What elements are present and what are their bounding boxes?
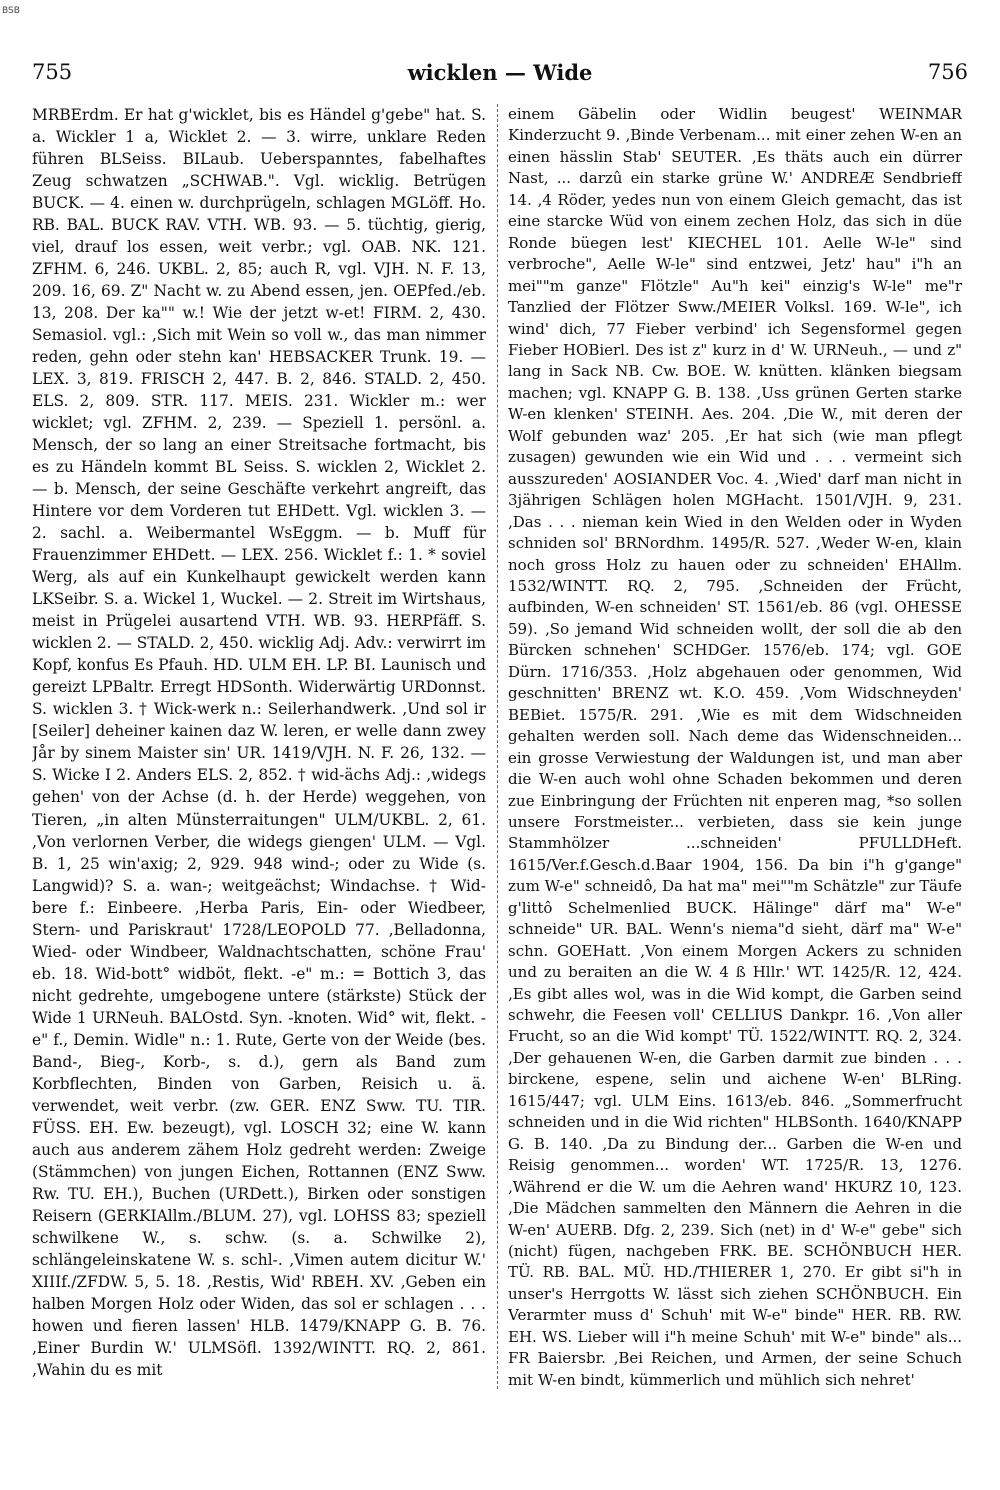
page-header [32, 60, 968, 90]
right-column [508, 104, 962, 1404]
left-column-text: MRBErdm. Er hat g'wicklet, bis es Händel g'gebe" hat. S. a. Wickler 1 a, Wicklet 2. — 3. wirre, unklare Reden führen BLSeiss. BILaub. Ueberspanntes, fabelhaftes Zeug schwatzen „SCHWAB.". Vgl. wicklig. Betrügen BUCK. — 4. einen w. durchprügeln, schlagen MGLöff. Ho. RB. BAL. BUCK RAV. VTH. WB. 93. — 5. tüchtig, gierig, viel, drauf los essen, weit verbr.; vgl. OAB. NK. 121. ZFHM. 6, 246. UKBL. 2, 85; auch R, vgl. VJH. N. F. 13, 209. 16, 69. Z" Nacht w. zu Abend essen, jen. OEPfed./eb. 13, 208. Der ka"" w.! Wie der jetzt w-et! FIRM. 2, 430. Semasiol. vgl.: ‚Sich mit Wein so voll w., das man nimmer reden, gehn oder stehn kan' HEBSACKER Trunk. 19. — LEX. 3, 819. FRISCH 2, 447. B. 2, 846. STALD. 2, 450. ELS. 2, 809. STR. 117. MEIS. 231. Wickler m.: wer wicklet; vgl. ZFHM. 2, 239. — Speziell 1. persönl. a. Mensch, der so lang an einer Streitsache fortmacht, bis es zu Händeln kommt BL Seiss. S. wicklen 2, Wicklet 2. — b. Mensch, der seine Geschäfte verkehrt angreift, das Hintere vor dem Vorderen tut EHDett. Vgl. wicklen 3. — 2. sachl. a. Weibermantel WsEggm. — b. Muff für Frauenzimmer EHDett. — LEX. 256. Wicklet f.: 1. * soviel Werg, als auf ein Kunkelhaupt gewickelt werden kann LKSeibr. S. a. Wickel 1, Wuckel. — 2. Streit im Wirtshaus, meist in Prügelei ausartend VTH. WB. 93. HERPfäff. S. wicklen 2. — STALD. 2, 450. wicklig Adj. Adv.: verwirrt im Kopf, konfus Es Pfauh. HD. ULM EH. LP. BI. Launisch und gereizt LPBaltr. Erregt HDSonth. Widerwärtig URDonnst. S. wicklen 3. † Wick-werk n.: Seilerhandwerk. ‚Und sol ir [Seiler] deheiner kainen daz W. leren, er welle dann zwey Jår by sinem Maister sin' UR. 1419/VJH. N. F. 26, 132. — S. Wicke I 2. Anders ELS. 2, 852. † wid-ächs Adj.: ‚widegs gehen' von der Achse (d. h. der Herde) weggehen, von Tieren, „in alten Münsterraitungen" ULM/UKBL. 2, 61. ‚Von verlornen Verber, die widegs giengen' ULM. — Vgl. B. 1, 25 win'axig; 2, 929. 948 wind-; oder zu Wide (s. Langwid)? S. a. wan-; weitgeächst; Windachse. † Wid-bere f.: Einbeere. ‚Herba Paris, Ein- oder Wiedbeer, Stern- und Pariskraut' 1728/LEOPOLD 77. ‚Belladonna, Wied- oder Windbeer, Waldnachtschatten, schöne Frau' eb. 18. Wid-bott° widböt, flekt. -e" m.: = Bottich 3, das nicht gedrehte, umgebogene untere (stärkste) Stück der Wide 1 URNeuh. BALOstd. Syn. -knoten. Wid° wit, flekt. -e" f., Demin. Widle" n.: 1. Rute, Gerte von der Weide (bes. Band-, Bieg-, Korb-, s. d.), gern als Band zum Korbflechten, Binden von Garben, Reisich u. ä. verwendet, weit verbr. (zw. GER. ENZ Sww. TU. TIR. FÜSS. EH. Ew. bezeugt), vgl. LOSCH 32; eine W. kann auch aus anderem zähem Holz gedreht werden: Zweige (Stämmchen) von jungen Eichen, Rottannen (ENZ Sww. Rw. TU. EH.), Buchen (URDett.), Birken oder sonstigen Reisern (GERKIAllm./BLUM. 27), vgl. LOHSS 83; speziell schwilkene W., s. schw. (s. a. Schwilke 2), schlängeleinskatene W. s. schl-. ‚Vimen autem dicitur W.' XIIIf./ZFDW. 5, 5. 18. ‚Restis, Wid' RBEH. XV. ‚Geben ein halben Morgen Holz oder Widen, das sol er schlagen . . . howen und fieren lassen' HLB. 1479/KNAPP G. B. 76. ‚Einer Burdin W.' ULMSöfl. 1392/WINTT. RQ. 2, 861. ‚Wahin du es mit [32, 106, 486, 1379]
page-number-left: 755 [32, 60, 73, 84]
right-column-text: einem Gäbelin oder Widlin beugest' WEINMAR Kinderzucht 9. ‚Binde Verbenam... mit einer zehen W-en an einen hässlin Stab' SEUTER. ‚Es thäts auch ein dürrer Nast, ... darzû ein starke grüne W.' ANDREÆ Sendbrieff 14. ‚4 Röder, yedes nun von einem Gleich gemacht, das ist eine starcke Wüd von einem zechen Holz, das sich in düe Ronde büegen lest' KIECHEL 101. Aelle W-le" sind verbroche", Aelle W-le" sind entzwei, Jetz' hau" i"h an mei""m ganze" Flötzle" Au"h kei" einzig's W-le" me"r Tanzlied der Flötzer Sww./MEIER Volksl. 169. W-le", ich wind' dich, 77 Fieber verbind' ich Segensformel gegen Fieber HOBierl. Des ist z" kurz in d' W. URNeuh., — und z" lang in Sack NB. Cw. BOE. W. knütten. klänken biegsam machen; vgl. KNAPP G. B. 138. ‚Uss grünen Gerten starke W-en klenken' STEINH. Aes. 204. ‚Die W., mit deren der Wolf gebunden waz' 205. ‚Er hat sich (wie man pflegt zusagen) gewunden wie ein Wid und . . . vermeint sich ausszureden' AOSIANDER Voc. 4. ‚Wied' darf man nicht in 3jährigen Schlägen holen MGHacht. 1501/VJH. 9, 231. ‚Das . . . nieman kein Wied in den Welden oder in Wyden schniden sol' BRNordhm. 1495/R. 527. ‚Weder W-en, klain noch gross Holz zu hauen oder zu schneiden' EHAllm. 1532/WINTT. RQ. 2, 795. ‚Schneiden der Frücht, aufbinden, W-en schneiden' ST. 1561/eb. 86 (vgl. OHESSE 59). ‚So jemand Wid schneiden wollt, der soll die ab den Bürcken schnehen' SCHDGer. 1576/eb. 174; vgl. GOE Dürn. 1716/353. ‚Holz abgehauen oder genommen, Wid geschnitten' BRENZ wt. K.O. 459. ‚Vom Widschneyden' BEBiet. 1575/R. 291. ‚Wie es mit dem Widschneiden gehalten werden soll. Nach deme das Widenschneiden... ein grosse Verwiestung der Waldungen ist, und man aber die W-en auch wohl ohne Schaden bekommen und deren zue Einbringung der Früchten nit enperen mag, *so sollen unsere Forstmeister... verbieten, dass sie kein junge Stammhölzer ...schneiden' PFULLDHeft. 1615/Ver.f.Gesch.d.Baar 1904, 156. Da bin i"h g'gange" zum W-e" schneidô, Da hat ma" mei""m Schätzle" zur Täufe g'littô Schelmenlied BUCK. Hälinge" därf ma" W-e" schneide" UR. BAL. Wenn's niema"d sieht, därf ma" W-e" schn. GOEHatt. ‚Von einem Morgen Ackers zu schniden und zu beraiten an die W. 4 ß Hllr.' WT. 1425/R. 12, 424. ‚Es gibt alles wol, was in die Wid kompt, die Garben seind schwehr, die Feesen voll' CELLIUS Dankpr. 16. ‚Von aller Frucht, so an die Wid kompt' TÜ. 1522/WINTT. RQ. 2, 324. ‚Der gehauenen W-en, die Garben darmit zue binden . . . birckene, espene, selin und aichene W-en' BLRing. 1615/447; vgl. ULM Eins. 1613/eb. 846. „Sommerfrucht schneiden und in die Wid richten" HLBSonth. 1640/KNAPP G. B. 140. ‚Da zu Bindung der... Garben die W-en und Reisig genommen... worden' WT. 1725/R. 13, 1276. ‚Während er die W. um die Aehren wand' HKURZ 10, 123. ‚Die Mädchen sammelten den Männern die Aehren in die W-en' AUERB. Dfg. 2, 239. Sich (net) in d' W-e" gebe" sich (nicht) fügen, nachgeben FRK. BE. SCHÖNBUCH HER. TÜ. RB. BAL. MÜ. HD./THIERER 1, 270. Er gibt si"h in unser's Herrgotts W. lässt sich ziehen SCHÖNBUCH. Ein Verarmter muss d' Schuh' mit W-e" binde" HER. RB. RW. EH. WS. Lieber will i"h meine Schuh' mit W-e" binde" als... FR Baiersbr. ‚Bei Reichen, und Armen, der seine Schuch mit W-en bindt, kümmerlich und mühlich sich nehret' [508, 105, 962, 1389]
running-title: wicklen — Wide [407, 60, 593, 85]
left-column [32, 104, 486, 1404]
page-number-right: 756 [927, 60, 968, 84]
library-stamp: BSB [2, 6, 20, 16]
column-divider [497, 104, 498, 1389]
